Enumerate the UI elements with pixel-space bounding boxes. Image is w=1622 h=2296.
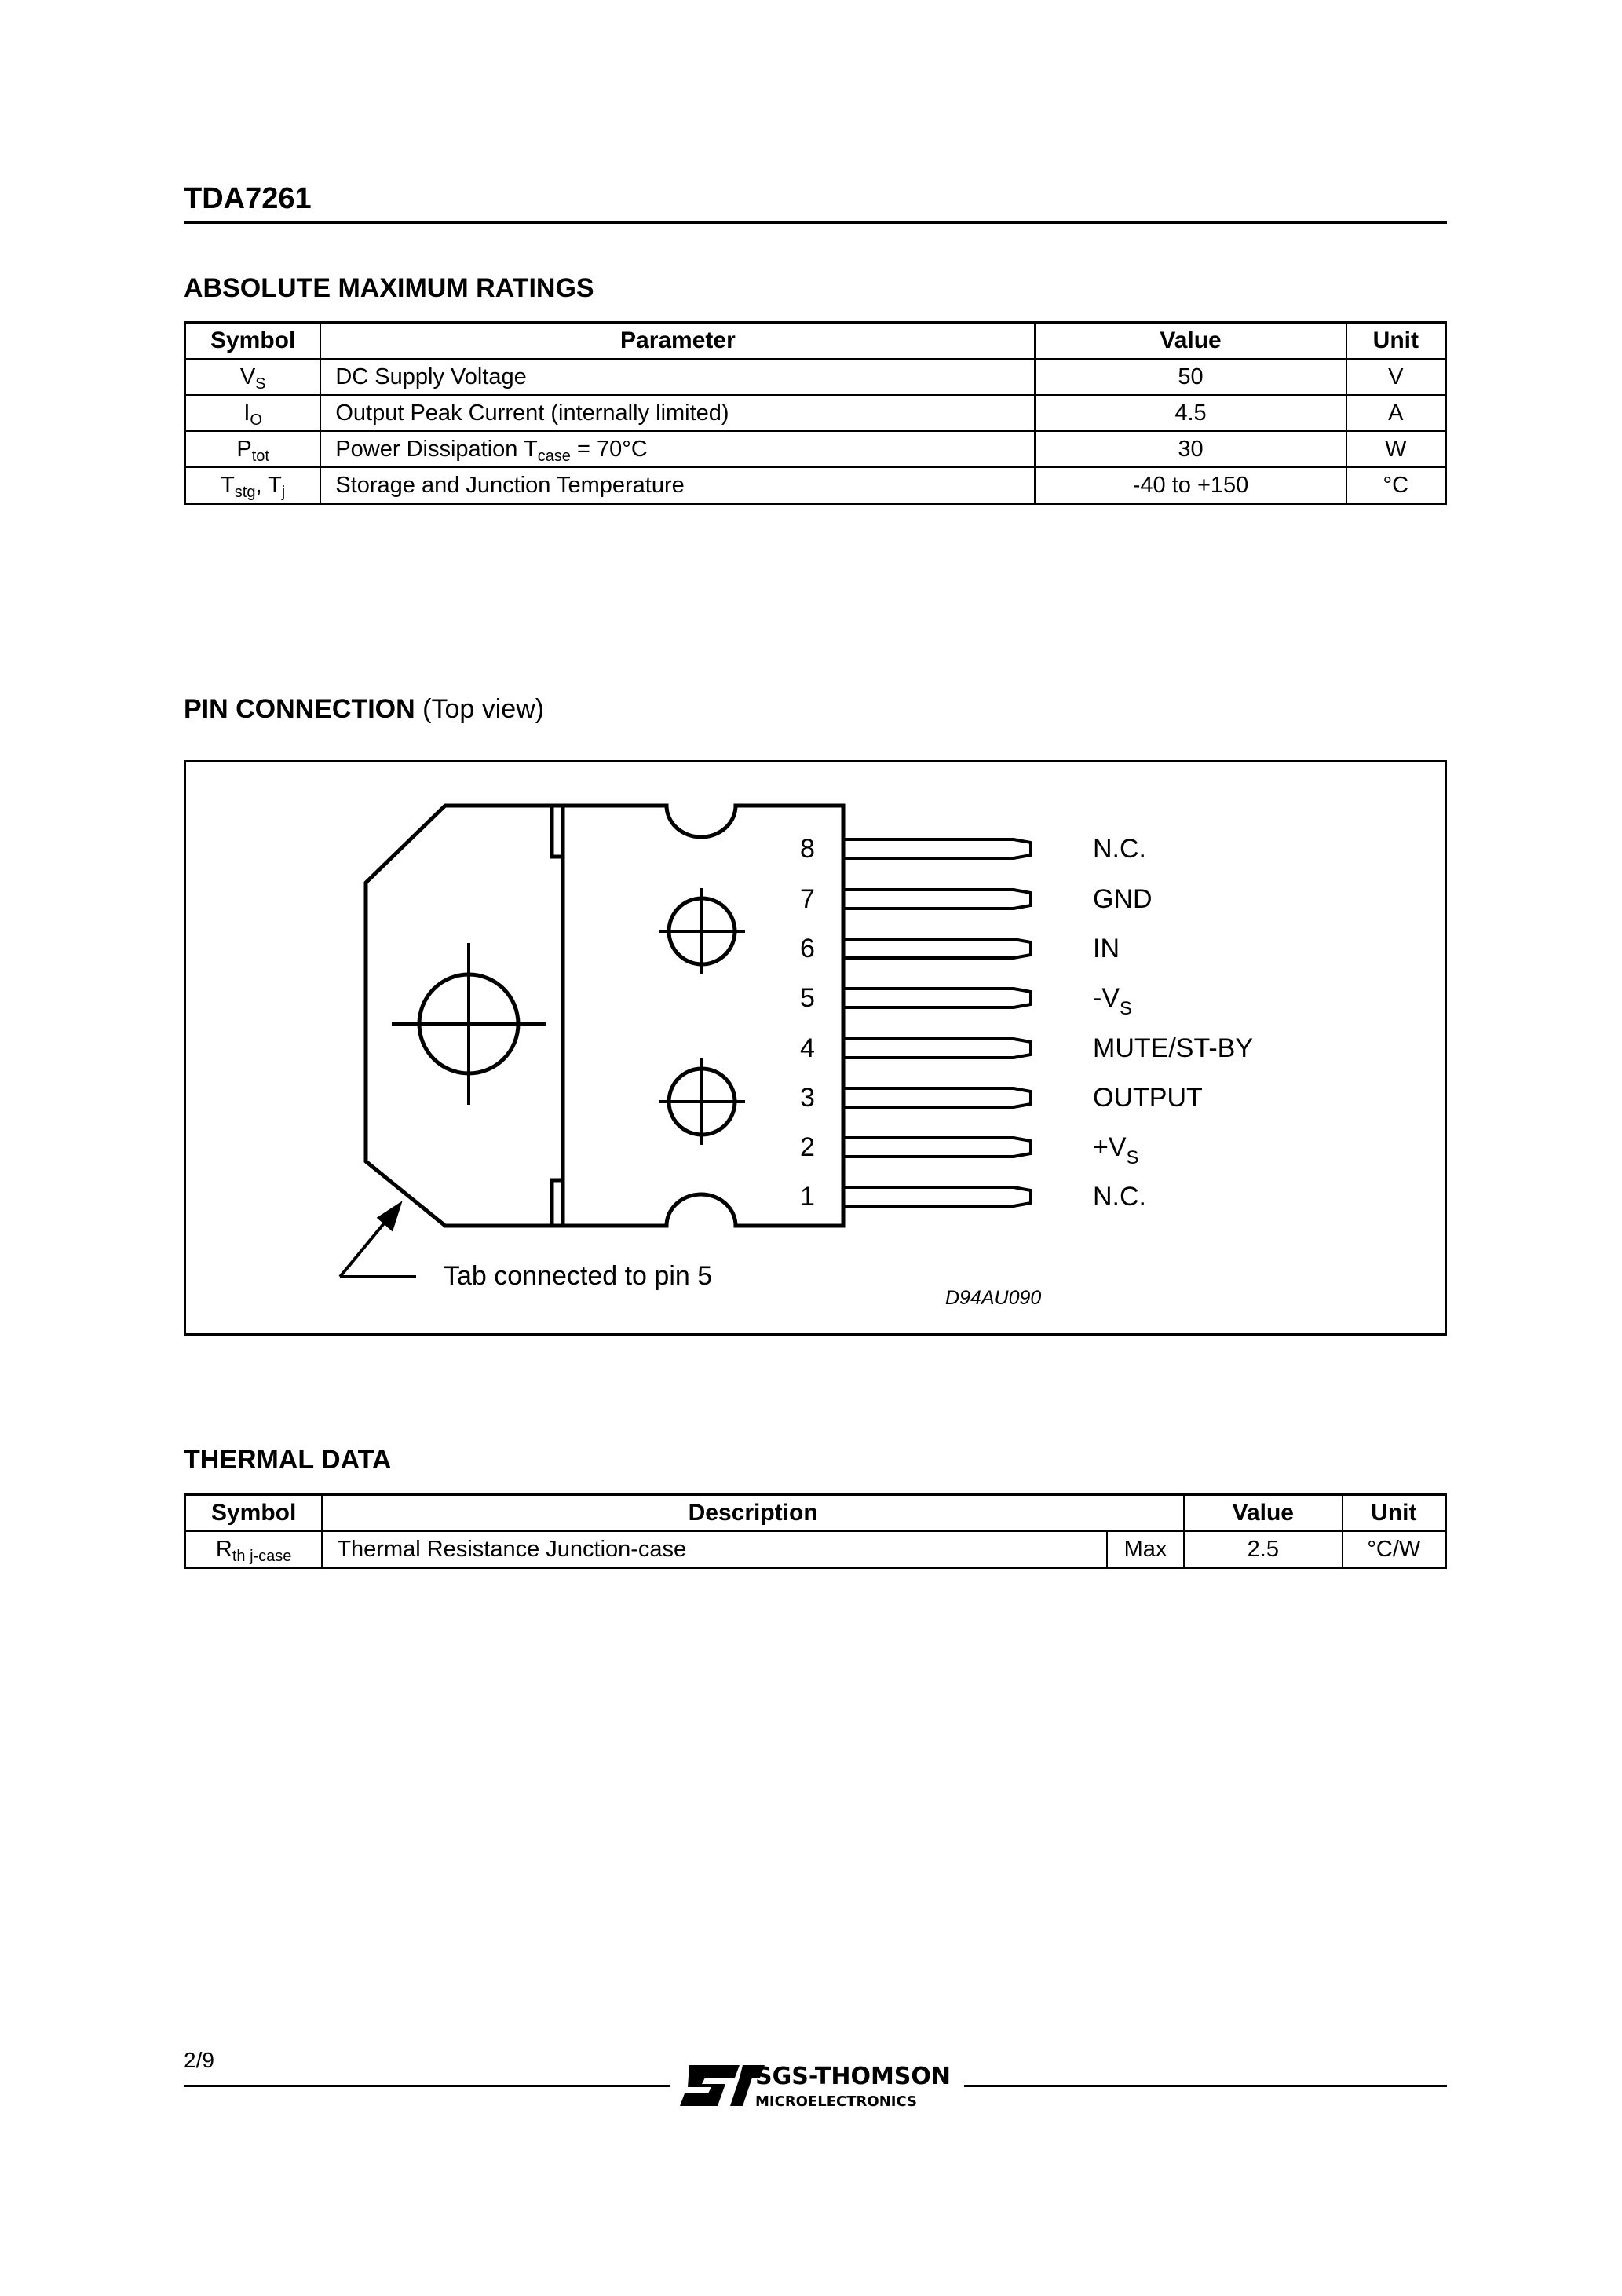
- logo-line-1: SGS-THOMSON: [755, 2063, 952, 2090]
- pin-name: N.C.: [1093, 834, 1146, 864]
- symbol-cell: $T_{stg}$, $T_j$: [185, 467, 321, 504]
- pin-connection-heading: PIN CONNECTION (Top view): [184, 694, 545, 724]
- pin-number: 2: [800, 1132, 815, 1162]
- value-cell: -40 to +150: [1035, 467, 1346, 504]
- value-cell: 50: [1035, 359, 1346, 395]
- symbol-cell: $P_{tot}$: [185, 431, 321, 467]
- parameter-cell: DC Supply Voltage: [320, 359, 1035, 395]
- parameter-cell: Power Dissipation $T_{case} = 70^\circ C$: [320, 431, 1035, 467]
- pin-name: N.C.: [1093, 1182, 1146, 1212]
- package-body: [563, 806, 843, 1226]
- unit-cell: A: [1346, 395, 1446, 431]
- sgs-thomson-logo: [677, 2056, 959, 2115]
- unit-cell: V: [1346, 359, 1446, 395]
- pin-number: 1: [800, 1182, 815, 1212]
- pin-number: 8: [800, 834, 815, 864]
- qualifier-cell: Max: [1107, 1531, 1184, 1568]
- pin-leads: [843, 839, 1031, 1206]
- pin-connection-diagram: [184, 760, 1447, 1336]
- heatsink-tab: [366, 806, 563, 1226]
- abs-max-header-row: [185, 323, 1446, 360]
- col-parameter: Parameter: [320, 323, 1035, 360]
- pin-name: IN: [1093, 934, 1120, 963]
- pin-name: MUTE/ST-BY: [1093, 1033, 1254, 1063]
- value-cell: 30: [1035, 431, 1346, 467]
- pin-number: 5: [800, 983, 815, 1013]
- col-symbol: Symbol: [185, 323, 321, 360]
- logo-line-2: MICROELECTRONICS: [755, 2093, 917, 2110]
- pin-number: 6: [800, 934, 815, 963]
- col-value: Value: [1035, 323, 1346, 360]
- pin-name: GND: [1093, 884, 1153, 914]
- thermal-heading: THERMAL DATA: [184, 1445, 392, 1475]
- pin-number: 4: [800, 1033, 815, 1063]
- col-symbol: Symbol: [185, 1495, 323, 1532]
- page-number: 2/9: [184, 2048, 214, 2072]
- table-row: [185, 431, 1446, 467]
- parameter-cell: Storage and Junction Temperature: [320, 467, 1035, 504]
- unit-cell: W: [1346, 431, 1446, 467]
- st-logo-icon: [680, 2065, 765, 2106]
- value-cell: 4.5: [1035, 395, 1346, 431]
- table-row: [185, 1531, 1446, 1568]
- footer-rule-left: [184, 2085, 670, 2087]
- col-value: Value: [1184, 1495, 1343, 1532]
- pin-name: OUTPUT: [1093, 1083, 1203, 1113]
- value-cell: 2.5: [1184, 1531, 1343, 1568]
- symbol-cell: $I_O$: [185, 395, 321, 431]
- table-row: [185, 359, 1446, 395]
- pin-name: $-V_S$: [1093, 983, 1133, 1019]
- table-row: [185, 467, 1446, 504]
- footer-rule-right: [964, 2085, 1447, 2087]
- pin-number: 7: [800, 884, 815, 914]
- thermal-table: [184, 1493, 1447, 1569]
- symbol-cell: $V_S$: [185, 359, 321, 395]
- package-drawing: [186, 762, 1445, 1333]
- col-unit: Unit: [1346, 323, 1446, 360]
- symbol-cell: $R_{th j-case}$: [185, 1531, 323, 1568]
- header-rule: [184, 221, 1447, 224]
- parameter-cell: Output Peak Current (internally limited): [320, 395, 1035, 431]
- col-unit: Unit: [1343, 1495, 1446, 1532]
- drawing-code: D94AU090: [945, 1287, 1042, 1309]
- unit-cell: °C/W: [1343, 1531, 1446, 1568]
- description-cell: Thermal Resistance Junction-case: [322, 1531, 1107, 1568]
- abs-max-table: [184, 321, 1447, 505]
- col-description: Description: [322, 1495, 1184, 1532]
- tab-note: Tab connected to pin 5: [444, 1261, 713, 1291]
- tab-arrow: [340, 1205, 416, 1277]
- thermal-header-row: [185, 1495, 1446, 1532]
- table-row: [185, 395, 1446, 431]
- pin-number: 3: [800, 1083, 815, 1113]
- pin-name: $+V_S$: [1093, 1132, 1139, 1168]
- unit-cell: °C: [1346, 467, 1446, 504]
- document-title: TDA7261: [184, 182, 312, 215]
- abs-max-heading: ABSOLUTE MAXIMUM RATINGS: [184, 273, 594, 303]
